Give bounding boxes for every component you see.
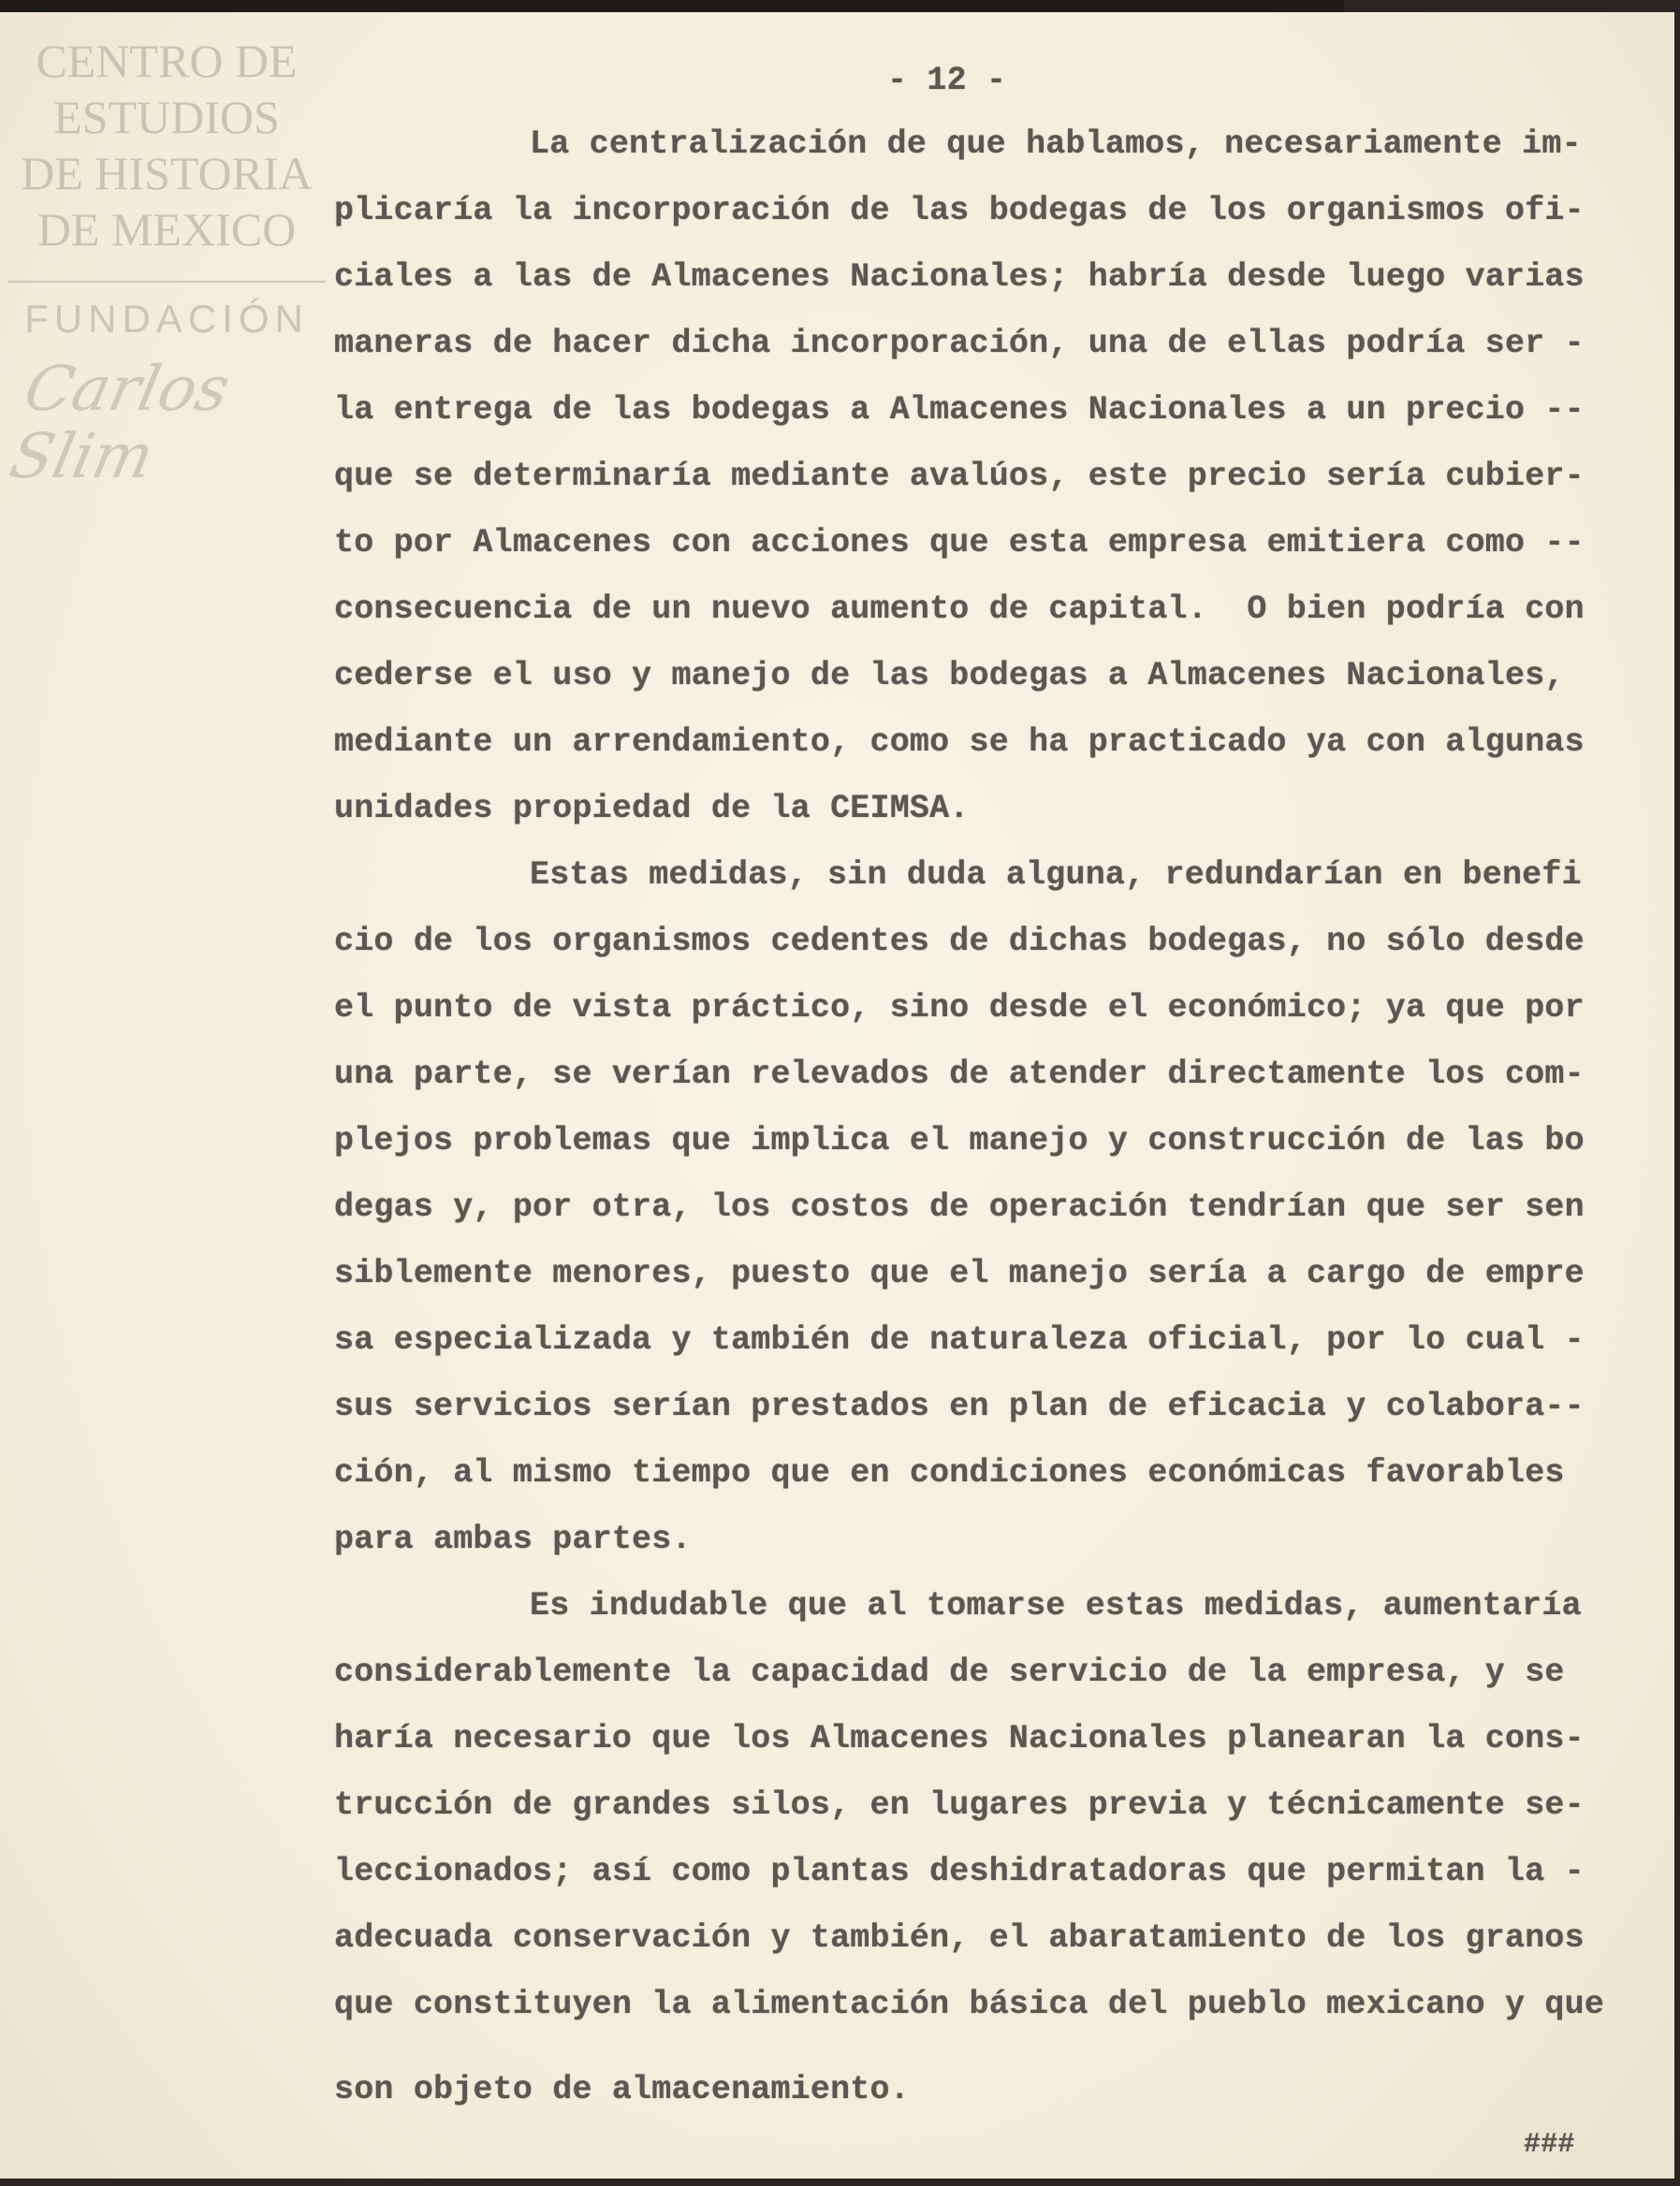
text-line: el punto de vista práctico, sino desde el económico; ya que por [334,989,1585,1027]
text-line: la entrega de las bodegas a Almacenes Nacionales a un precio -- [334,391,1585,429]
text-line: ción, al mismo tiempo que en condiciones económicas favorables [334,1454,1565,1492]
text-line: Estas medidas, sin duda alguna, redundarían en benefi [530,856,1582,894]
watermark-foundation: FUNDACIÓN [24,297,309,341]
text-line: plicaría la incorporación de las bodegas de los organismos ofi- [334,192,1585,229]
text-line: una parte, se verían relevados de atender directamente los com- [334,1056,1585,1093]
text-line: cio de los organismos cedentes de dichas bodegas, no sólo desde [334,923,1585,960]
watermark-divider [7,281,326,283]
page-number: - 12 - [887,62,1007,99]
text-line: to por Almacenes con acciones que esta empresa emitiera como -- [334,524,1585,561]
text-line: haría necesario que los Almacenes Nacionales planearan la cons- [334,1720,1585,1757]
text-line: que se determinaría mediante avalúos, este precio sería cubier- [334,458,1585,495]
text-line: son objeto de almacenamiento. [334,2071,910,2108]
text-line: mediante un arrendamiento, como se ha practicado ya con algunas [334,723,1585,761]
text-line: maneras de hacer dicha incorporación, una de ellas podría ser - [334,325,1585,362]
watermark-signature: Carlos Slim [4,353,237,492]
text-line: sus servicios serían prestados en plan de eficacia y colabora-- [334,1388,1585,1425]
text-line: que constituyen la alimentación básica del pueblo mexicano y que [334,1986,1605,2023]
text-line: consecuencia de un nuevo aumento de capital. O bien podría con [334,590,1585,628]
text-line: unidades propiedad de la CEIMSA. [334,790,970,827]
watermark-line: DE HISTORIA [21,147,313,199]
text-line: cederse el uso y manejo de las bodegas a Almacenes Nacionales, [334,657,1565,694]
text-line: considerablemente la capacidad de servicio de la empresa, y se [334,1654,1565,1691]
watermark-line: CENTRO DE [36,35,298,87]
text-line: siblemente menores, puesto que el manejo sería a cargo de empre [334,1255,1585,1292]
watermark-line: DE MEXICO [37,203,297,255]
text-line: adecuada conservación y también, el abaratamiento de los granos [334,1919,1585,1957]
text-line: leccionados; así como plantas deshidratadoras que permitan la - [334,1853,1585,1890]
text-line: Es indudable que al tomarse estas medidas, aumentaría [530,1587,1582,1625]
end-mark: ### [1524,2129,1575,2161]
watermark-line: ESTUDIOS [53,91,280,143]
text-line: La centralización de que hablamos, necesariamente im- [530,125,1582,163]
text-line: sa especializada y también de naturaleza oficial, por lo cual - [334,1321,1585,1359]
text-line: degas y, por otra, los costos de operación tendrían que ser sen [334,1188,1585,1226]
text-line: plejos problemas que implica el manejo y construcción de las bo [334,1122,1585,1159]
text-line: trucción de grandes silos, en lugares previa y técnicamente se- [334,1786,1585,1824]
text-line: para ambas partes. [334,1521,692,1558]
text-line: ciales a las de Almacenes Nacionales; habría desde luego varias [334,258,1585,296]
